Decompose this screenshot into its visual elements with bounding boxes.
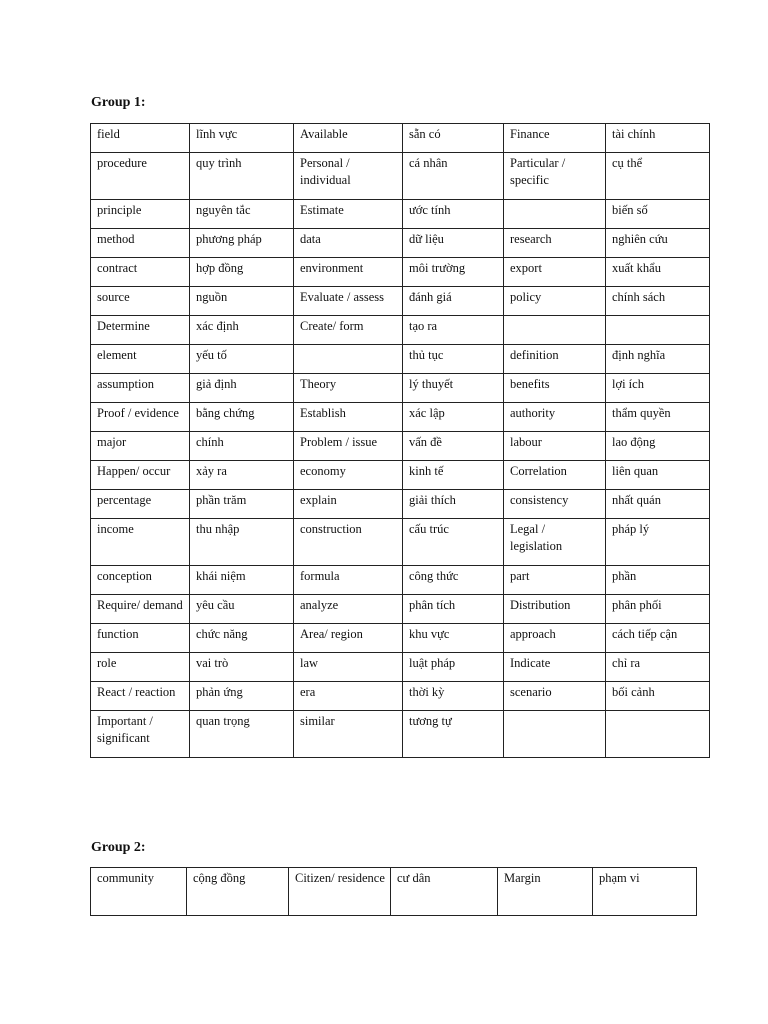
vietnamese-term-cell: thủ tục: [403, 345, 504, 374]
vietnamese-term-cell: bằng chứng: [190, 403, 294, 432]
vietnamese-term-cell: thẩm quyền: [606, 403, 710, 432]
english-term-cell: Citizen/ residence: [289, 868, 391, 916]
vietnamese-term-cell: cấu trúc: [403, 519, 504, 566]
vietnamese-term-cell: phản ứng: [190, 682, 294, 711]
english-term-cell: authority: [504, 403, 606, 432]
english-term-cell: Proof / evidence: [91, 403, 190, 432]
english-term-cell: Legal / legislation: [504, 519, 606, 566]
vietnamese-term-cell: nguyên tắc: [190, 200, 294, 229]
vietnamese-term-cell: bối cảnh: [606, 682, 710, 711]
english-term-cell: role: [91, 653, 190, 682]
english-term-cell: Require/ demand: [91, 595, 190, 624]
vietnamese-term-cell: cư dân: [391, 868, 498, 916]
english-term-cell: Estimate: [294, 200, 403, 229]
vietnamese-term-cell: vấn đề: [403, 432, 504, 461]
vietnamese-term-cell: nhất quán: [606, 490, 710, 519]
table-row: [91, 374, 710, 403]
english-term-cell: consistency: [504, 490, 606, 519]
vietnamese-term-cell: lao động: [606, 432, 710, 461]
english-term-cell: Finance: [504, 124, 606, 153]
english-term-cell: scenario: [504, 682, 606, 711]
vietnamese-term-cell: chỉ ra: [606, 653, 710, 682]
vietnamese-term-cell: phân phối: [606, 595, 710, 624]
vietnamese-term-cell: chính: [190, 432, 294, 461]
vietnamese-term-cell: phần trăm: [190, 490, 294, 519]
english-term-cell: environment: [294, 258, 403, 287]
table-row: [91, 868, 697, 916]
vietnamese-term-cell: giả định: [190, 374, 294, 403]
table-row: [91, 624, 710, 653]
english-term-cell: procedure: [91, 153, 190, 200]
english-term-cell: Create/ form: [294, 316, 403, 345]
english-term-cell: Available: [294, 124, 403, 153]
table-row: [91, 711, 710, 758]
vietnamese-term-cell: dữ liệu: [403, 229, 504, 258]
english-term-cell: research: [504, 229, 606, 258]
english-term-cell: Area/ region: [294, 624, 403, 653]
vietnamese-term-cell: chính sách: [606, 287, 710, 316]
vietnamese-term-cell: cá nhân: [403, 153, 504, 200]
table-row: [91, 461, 710, 490]
vietnamese-term-cell: định nghĩa: [606, 345, 710, 374]
english-term-cell: Determine: [91, 316, 190, 345]
vietnamese-term-cell: môi trường: [403, 258, 504, 287]
vietnamese-term-cell: sẵn có: [403, 124, 504, 153]
vietnamese-term-cell: [606, 711, 710, 758]
vietnamese-term-cell: lợi ích: [606, 374, 710, 403]
english-term-cell: Indicate: [504, 653, 606, 682]
vietnamese-term-cell: [606, 316, 710, 345]
english-term-cell: Problem / issue: [294, 432, 403, 461]
table-row: [91, 345, 710, 374]
vietnamese-term-cell: phân tích: [403, 595, 504, 624]
vietnamese-term-cell: yếu tố: [190, 345, 294, 374]
english-term-cell: formula: [294, 566, 403, 595]
vietnamese-term-cell: phương pháp: [190, 229, 294, 258]
vietnamese-term-cell: lĩnh vực: [190, 124, 294, 153]
english-term-cell: percentage: [91, 490, 190, 519]
table-row: [91, 258, 710, 287]
english-term-cell: React / reaction: [91, 682, 190, 711]
vietnamese-term-cell: xuất khẩu: [606, 258, 710, 287]
english-term-cell: Correlation: [504, 461, 606, 490]
table-row: [91, 490, 710, 519]
vietnamese-term-cell: tương tự: [403, 711, 504, 758]
group1-vocabulary-table: [90, 123, 710, 758]
english-term-cell: Important / significant: [91, 711, 190, 758]
vietnamese-term-cell: phạm vi: [593, 868, 697, 916]
english-term-cell: method: [91, 229, 190, 258]
english-term-cell: principle: [91, 200, 190, 229]
vietnamese-term-cell: thu nhập: [190, 519, 294, 566]
english-term-cell: analyze: [294, 595, 403, 624]
vietnamese-term-cell: tạo ra: [403, 316, 504, 345]
english-term-cell: similar: [294, 711, 403, 758]
english-term-cell: [504, 711, 606, 758]
english-term-cell: explain: [294, 490, 403, 519]
vietnamese-term-cell: hợp đồng: [190, 258, 294, 287]
vietnamese-term-cell: cách tiếp cận: [606, 624, 710, 653]
vietnamese-term-cell: chức năng: [190, 624, 294, 653]
vietnamese-term-cell: biến số: [606, 200, 710, 229]
english-term-cell: function: [91, 624, 190, 653]
english-term-cell: law: [294, 653, 403, 682]
english-term-cell: contract: [91, 258, 190, 287]
table-row: [91, 653, 710, 682]
vietnamese-term-cell: ước tính: [403, 200, 504, 229]
english-term-cell: Personal / individual: [294, 153, 403, 200]
english-term-cell: field: [91, 124, 190, 153]
english-term-cell: era: [294, 682, 403, 711]
english-term-cell: Establish: [294, 403, 403, 432]
english-term-cell: income: [91, 519, 190, 566]
vietnamese-term-cell: luật pháp: [403, 653, 504, 682]
english-term-cell: economy: [294, 461, 403, 490]
vietnamese-term-cell: nguồn: [190, 287, 294, 316]
table-row: [91, 566, 710, 595]
vietnamese-term-cell: tài chính: [606, 124, 710, 153]
english-term-cell: construction: [294, 519, 403, 566]
table-row: [91, 432, 710, 461]
table-row: [91, 403, 710, 432]
vietnamese-term-cell: thời kỳ: [403, 682, 504, 711]
vietnamese-term-cell: vai trò: [190, 653, 294, 682]
english-term-cell: Theory: [294, 374, 403, 403]
english-term-cell: source: [91, 287, 190, 316]
table-row: [91, 519, 710, 566]
vietnamese-term-cell: đánh giá: [403, 287, 504, 316]
english-term-cell: [294, 345, 403, 374]
english-term-cell: assumption: [91, 374, 190, 403]
english-term-cell: labour: [504, 432, 606, 461]
table-row: [91, 153, 710, 200]
english-term-cell: Happen/ occur: [91, 461, 190, 490]
table-row: [91, 124, 710, 153]
vietnamese-term-cell: xảy ra: [190, 461, 294, 490]
vietnamese-term-cell: khái niệm: [190, 566, 294, 595]
vietnamese-term-cell: lý thuyết: [403, 374, 504, 403]
english-term-cell: Evaluate / assess: [294, 287, 403, 316]
english-term-cell: conception: [91, 566, 190, 595]
english-term-cell: Margin: [498, 868, 593, 916]
vietnamese-term-cell: khu vực: [403, 624, 504, 653]
vietnamese-term-cell: yêu cầu: [190, 595, 294, 624]
english-term-cell: benefits: [504, 374, 606, 403]
english-term-cell: policy: [504, 287, 606, 316]
vietnamese-term-cell: kinh tế: [403, 461, 504, 490]
vietnamese-term-cell: pháp lý: [606, 519, 710, 566]
table-row: [91, 287, 710, 316]
vietnamese-term-cell: quan trọng: [190, 711, 294, 758]
vietnamese-term-cell: phần: [606, 566, 710, 595]
english-term-cell: Distribution: [504, 595, 606, 624]
english-term-cell: export: [504, 258, 606, 287]
table-row: [91, 682, 710, 711]
vietnamese-term-cell: công thức: [403, 566, 504, 595]
english-term-cell: major: [91, 432, 190, 461]
vietnamese-term-cell: nghiên cứu: [606, 229, 710, 258]
vietnamese-term-cell: cụ thể: [606, 153, 710, 200]
english-term-cell: [504, 316, 606, 345]
english-term-cell: [504, 200, 606, 229]
group1-heading: Group 1:: [91, 95, 146, 110]
vietnamese-term-cell: cộng đồng: [187, 868, 289, 916]
english-term-cell: definition: [504, 345, 606, 374]
english-term-cell: part: [504, 566, 606, 595]
vietnamese-term-cell: quy trình: [190, 153, 294, 200]
table-row: [91, 316, 710, 345]
vietnamese-term-cell: giải thích: [403, 490, 504, 519]
english-term-cell: community: [91, 868, 187, 916]
english-term-cell: data: [294, 229, 403, 258]
english-term-cell: Particular / specific: [504, 153, 606, 200]
vietnamese-term-cell: liên quan: [606, 461, 710, 490]
table-row: [91, 200, 710, 229]
english-term-cell: approach: [504, 624, 606, 653]
table-row: [91, 595, 710, 624]
group2-vocabulary-table: [90, 867, 697, 916]
vietnamese-term-cell: xác lập: [403, 403, 504, 432]
table-row: [91, 229, 710, 258]
group2-heading: Group 2:: [91, 840, 146, 855]
english-term-cell: element: [91, 345, 190, 374]
vietnamese-term-cell: xác định: [190, 316, 294, 345]
